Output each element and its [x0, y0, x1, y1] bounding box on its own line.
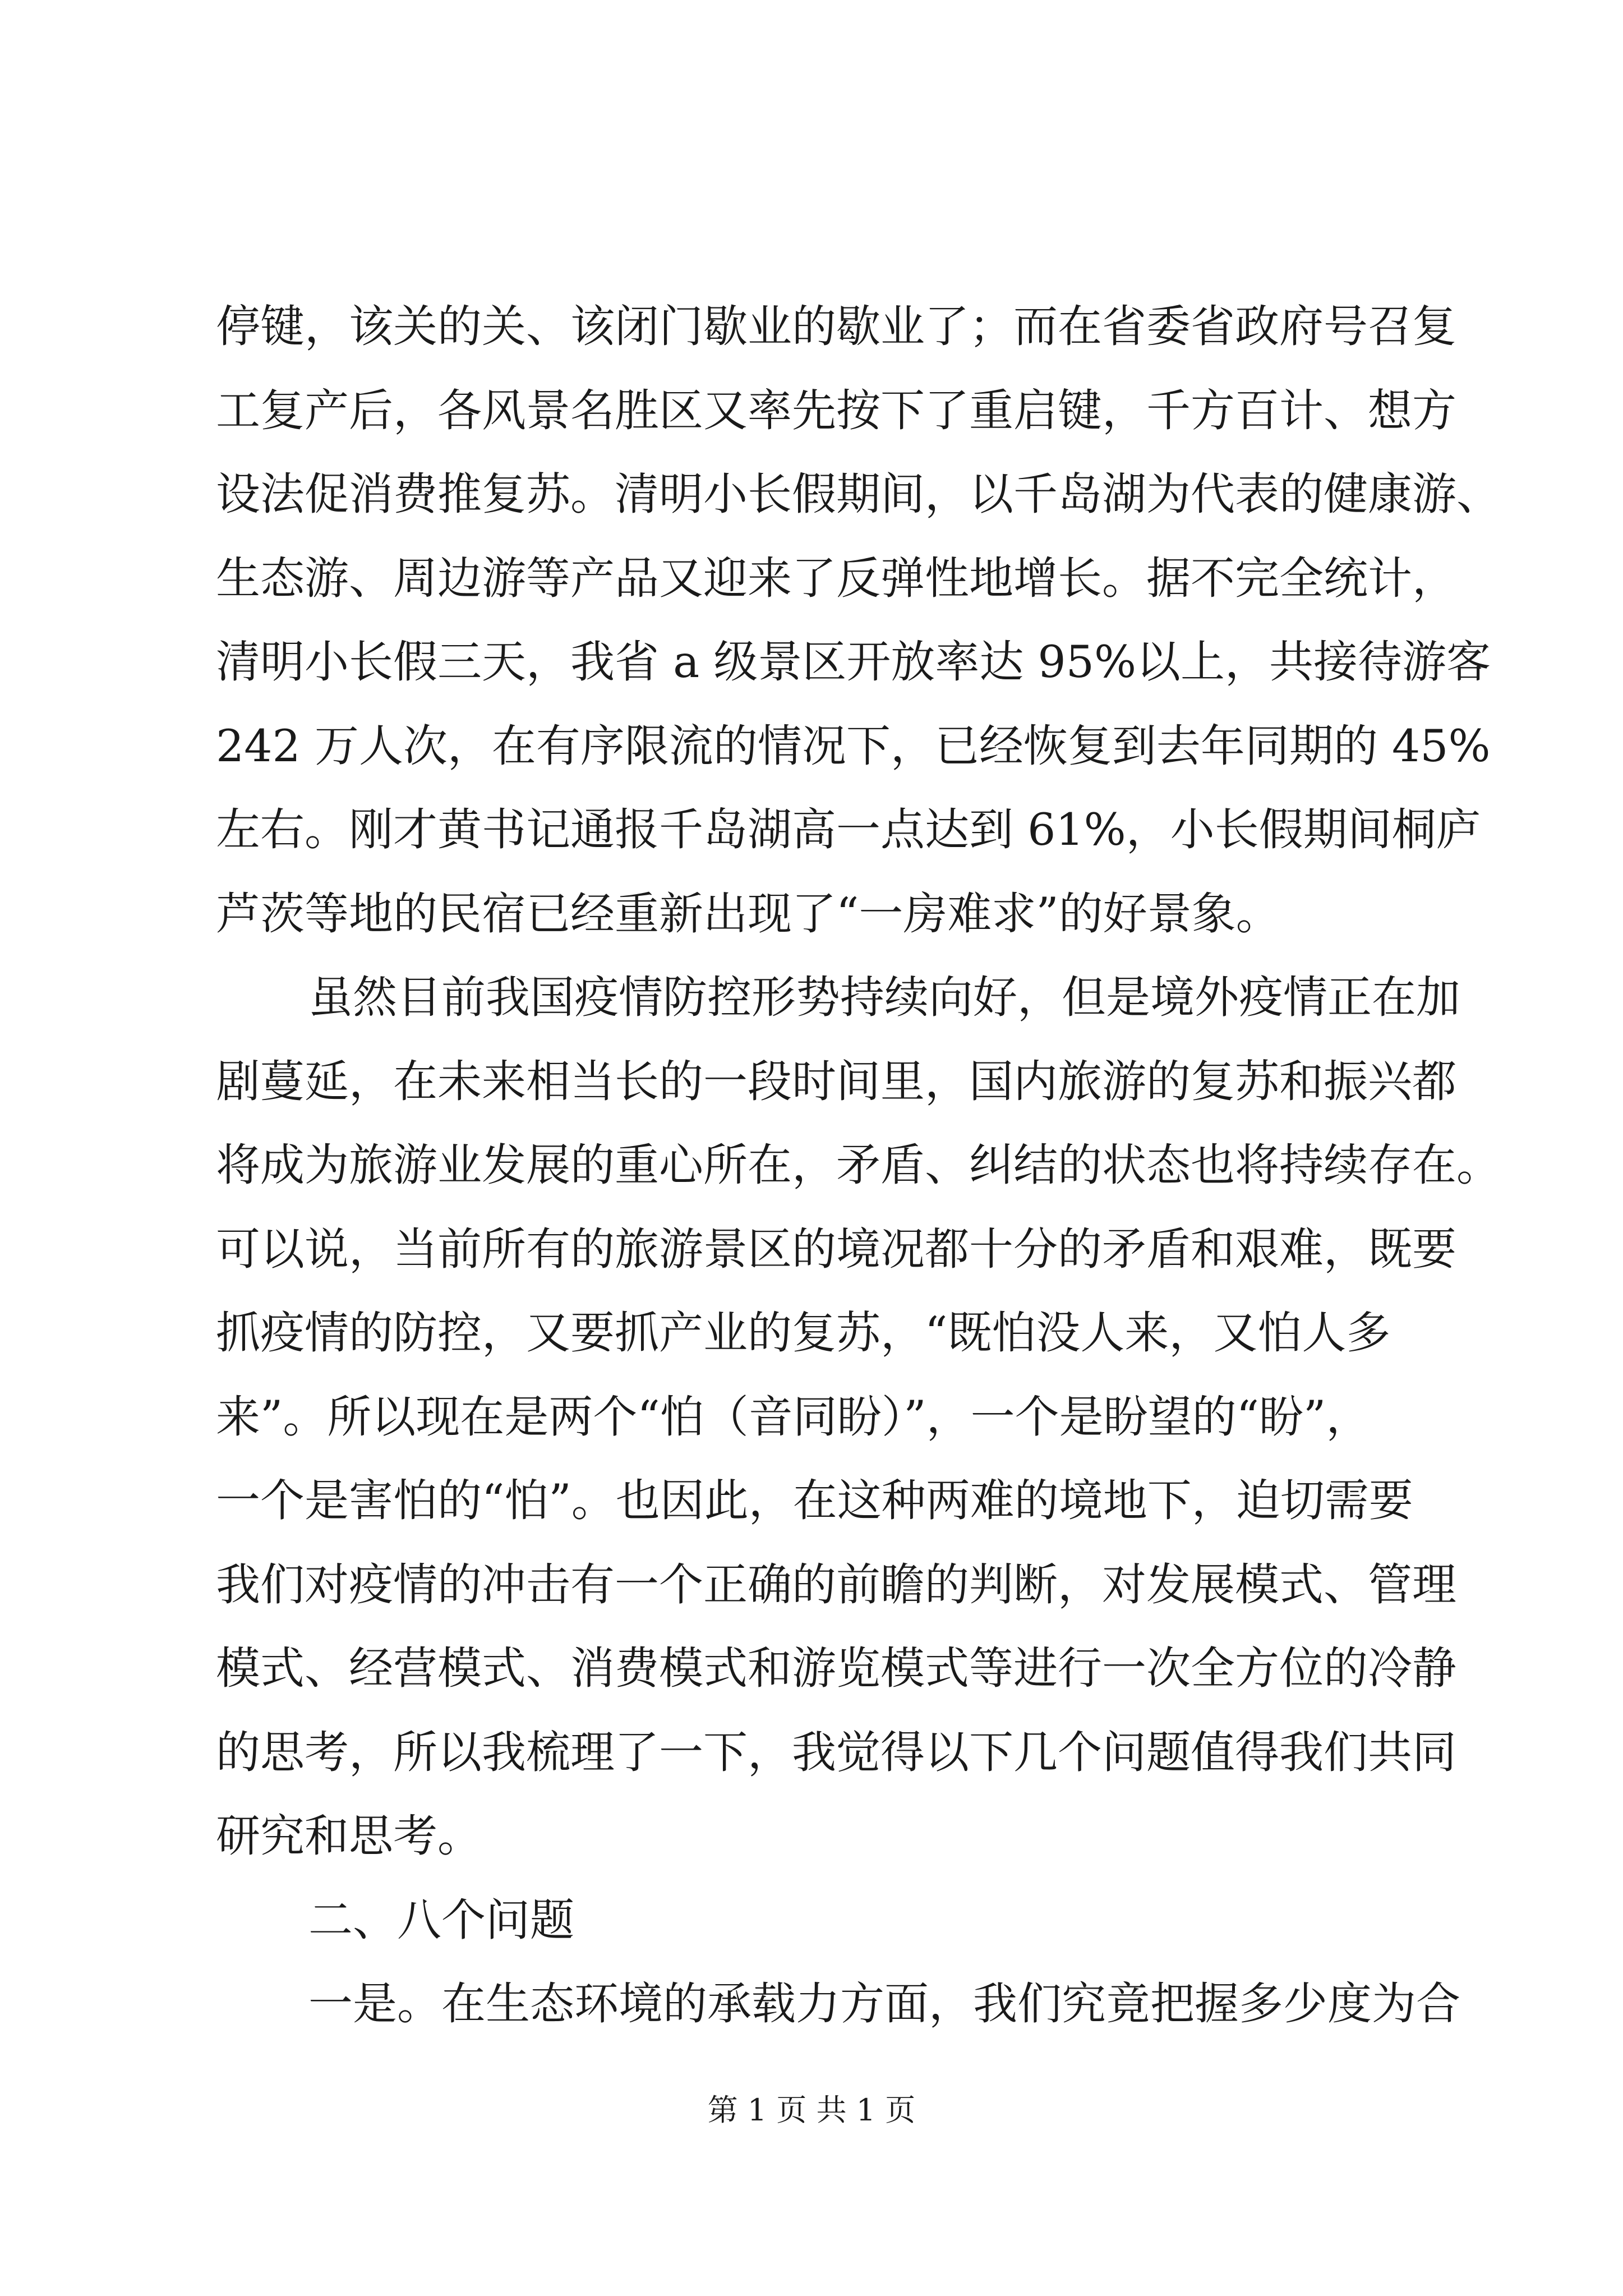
text-line: 我们对疫情的冲击有一个正确的前瞻的判断，对发展模式、管理	[216, 1559, 1456, 1611]
text-line: 设法促消费推复苏。清明小长假期间，以千岛湖为代表的健康游、	[216, 468, 1501, 520]
text-line: 将成为旅游业发展的重心所在，矛盾、纠结的状态也将持续存在。	[216, 1139, 1501, 1191]
page-footer: 第 1 页 共 1 页	[707, 2092, 916, 2128]
text-line: 可以说，当前所有的旅游景区的境况都十分的矛盾和艰难，既要	[216, 1223, 1456, 1275]
text-line: 242 万人次，在有序限流的情况下，已经恢复到去年同期的 45%	[216, 720, 1491, 772]
text-line: 研究和思考。	[216, 1810, 482, 1862]
text-line: 停键，该关的关、该闭门歇业的歇业了；而在省委省政府号召复	[216, 301, 1456, 352]
text-line: 生态游、周边游等产品又迎来了反弹性地增长。据不完全统计，	[216, 553, 1456, 604]
text-line: 模式、经营模式、消费模式和游览模式等进行一次全方位的冷静	[216, 1642, 1456, 1694]
text-line: 的思考，所以我梳理了一下，我觉得以下几个问题值得我们共同	[216, 1727, 1456, 1778]
text-line: 芦茨等地的民宿已经重新出现了“一房难求”的好景象。	[216, 888, 1280, 940]
text-line: 来”。所以现在是两个“怕（音同盼）”，一个是盼望的“盼”，	[216, 1391, 1371, 1443]
text-line: 清明小长假三天，我省 a 级景区开放率达 95%以上，共接待游客	[216, 636, 1491, 688]
text-line: 一个是害怕的“怕”。也因此，在这种两难的境地下，迫切需要	[216, 1475, 1413, 1526]
text-line: 剧蔓延，在未来相当长的一段时间里，国内旅游的复苏和振兴都	[216, 1056, 1456, 1107]
text-line: 抓疫情的防控，又要抓产业的复苏，“既怕没人来，又怕人多	[216, 1307, 1391, 1359]
text-line: 工复产后，各风景名胜区又率先按下了重启键，千方百计、想方	[216, 385, 1456, 436]
paragraph-start-line: 一是。在生态环境的承载力方面，我们究竟把握多少度为合	[308, 1978, 1460, 2030]
section-heading: 二、八个问题	[308, 1894, 574, 1946]
paragraph-start-line: 虽然目前我国疫情防控形势持续向好，但是境外疫情正在加	[308, 972, 1460, 1023]
text-line: 左右。刚才黄书记通报千岛湖高一点达到 61%，小长假期间桐庐	[216, 804, 1481, 855]
